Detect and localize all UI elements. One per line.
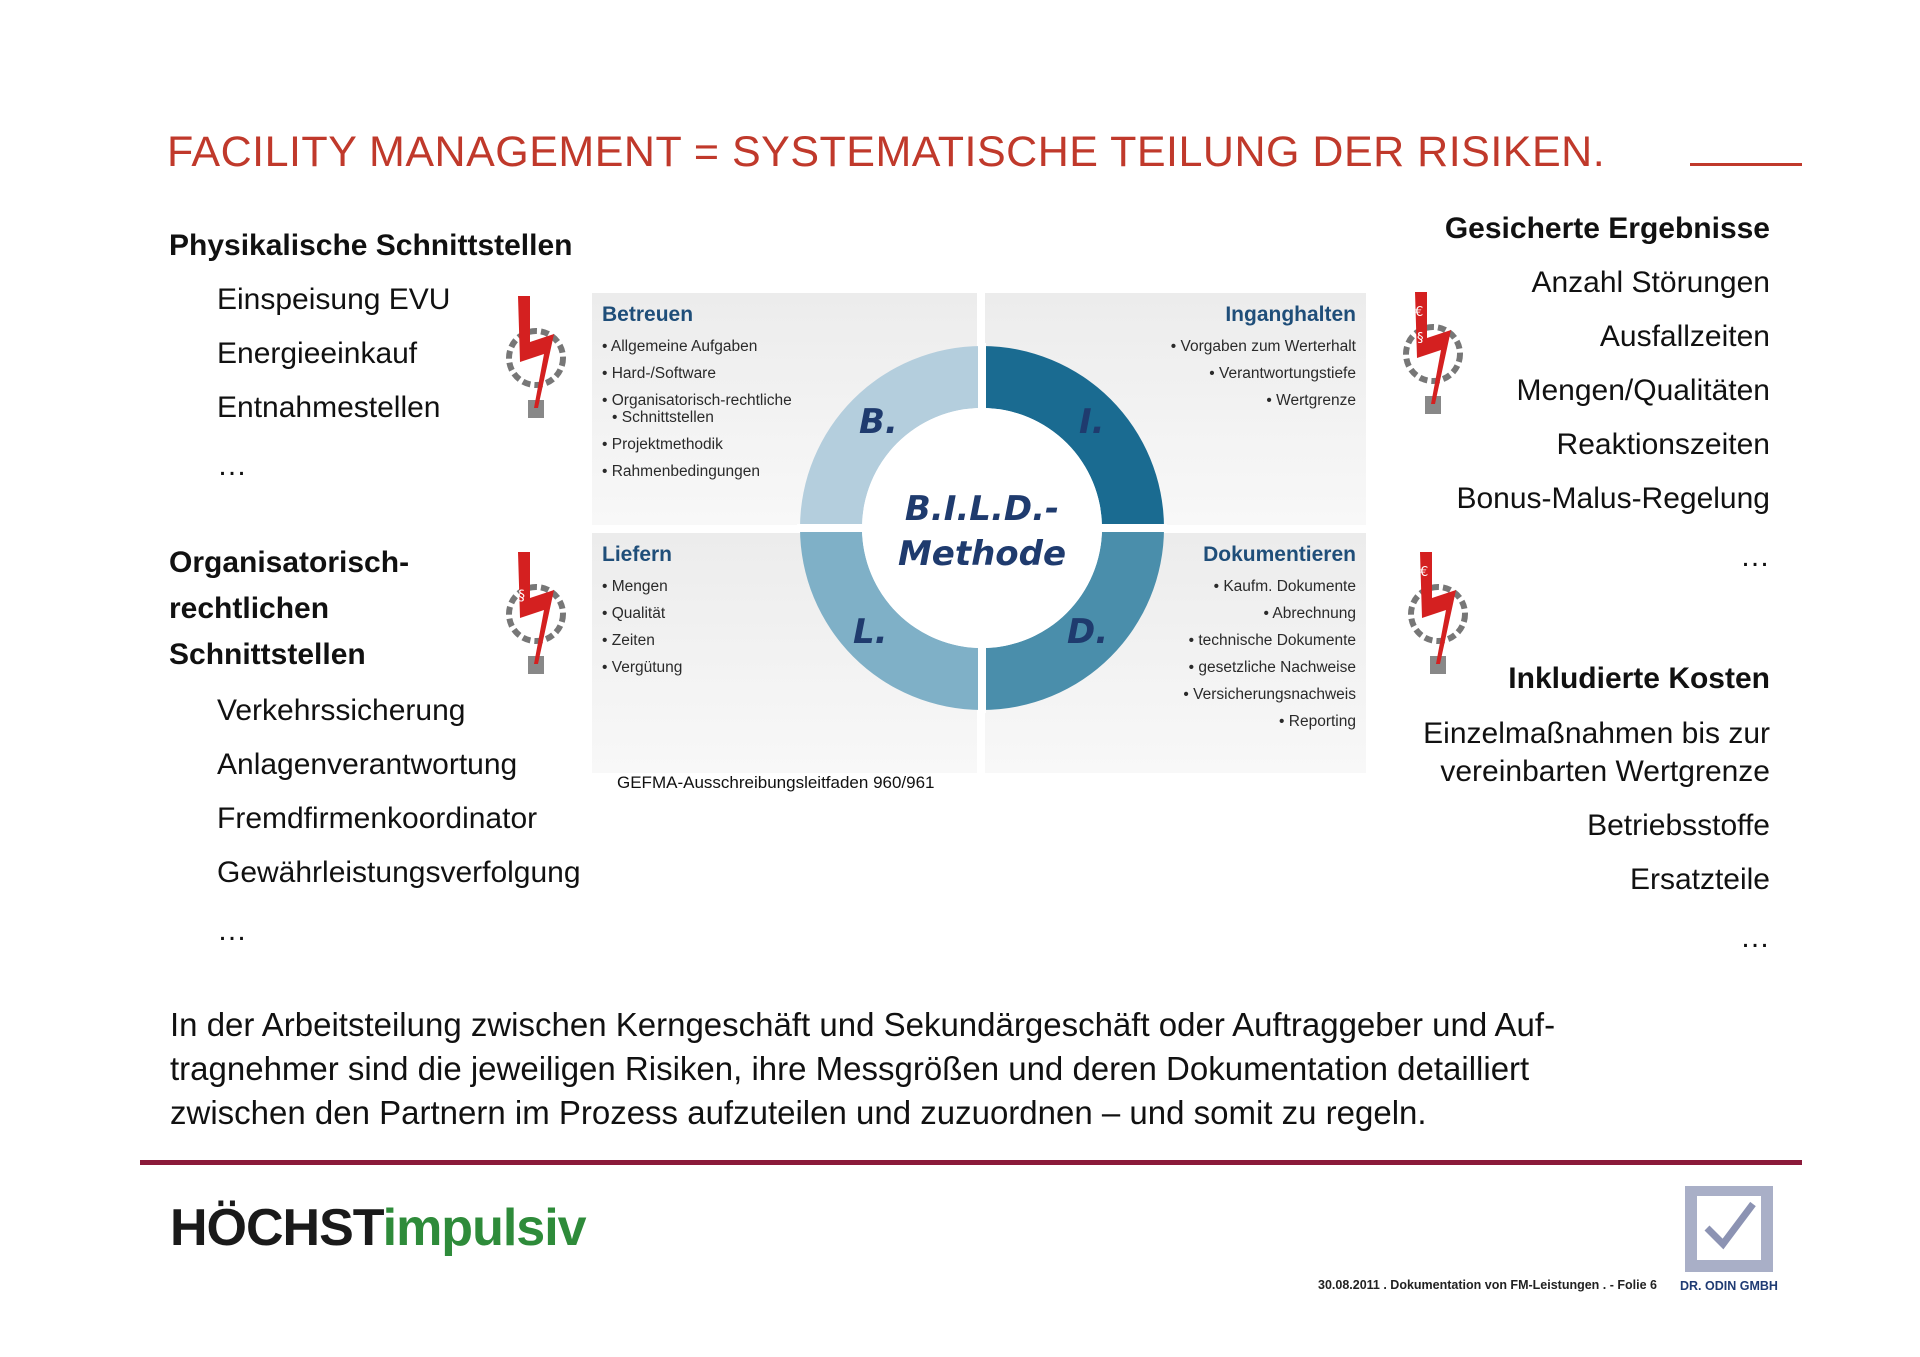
bild-method-diagram — [592, 293, 1366, 773]
heading-gesicherte-ergebnisse: Gesicherte Ergebnisse — [1444, 212, 1770, 245]
list-item: Bonus-Malus-Regelung — [1456, 482, 1770, 515]
euro-symbol: € — [1415, 305, 1424, 320]
list-item: • Verantwortungstiefe — [1171, 360, 1356, 387]
heading-org-rechtl-line3: Schnittstellen — [169, 638, 366, 671]
list-item: Anzahl Störungen — [1531, 266, 1770, 299]
high-voltage-chain-icon — [500, 296, 572, 426]
list-item: Einspeisung EVU — [217, 283, 451, 316]
footer-divider — [140, 1160, 1802, 1165]
list-item: • Projektmethodik — [602, 431, 792, 458]
list-item: … — [217, 449, 247, 482]
list-item: • Schnittstellen — [602, 404, 792, 431]
list-item: • Hard-/Software — [602, 360, 792, 387]
list-item: • Versicherungsnachweis — [1183, 681, 1356, 708]
list-item: • Wertgrenze — [1171, 387, 1356, 414]
high-voltage-chain-icon — [500, 552, 572, 682]
list-item: Einzelmaßnahmen bis zur — [1423, 717, 1770, 750]
source-note: GEFMA-Ausschreibungsleitfaden 960/961 — [617, 773, 935, 792]
summary-paragraph — [170, 1003, 1790, 1135]
quadrant-list — [602, 333, 792, 485]
list-item: • Vergütung — [602, 654, 682, 681]
list-item: Reaktionszeiten — [1556, 428, 1770, 461]
high-voltage-chain-icon — [1397, 292, 1469, 422]
list-item: Fremdfirmenkoordinator — [217, 802, 538, 835]
list-item: Anlagenverantwortung — [217, 748, 518, 781]
list-item: • gesetzliche Nachweise — [1183, 654, 1356, 681]
euro-symbol: € — [1420, 565, 1429, 580]
quadrant-list — [1171, 333, 1356, 414]
heading-physikalische-schnittstellen: Physikalische Schnittstellen — [169, 229, 573, 262]
list-item: Ausfallzeiten — [1599, 320, 1770, 353]
list-item: • Allgemeine Aufgaben — [602, 333, 792, 360]
letter-l: L. — [853, 612, 888, 652]
list-item: … — [1740, 921, 1770, 954]
list-item: Betriebsstoffe — [1587, 809, 1770, 842]
list-item: • Qualität — [602, 600, 682, 627]
paragraph-symbol: § — [1417, 331, 1424, 346]
quadrant-title: Liefern — [602, 543, 673, 566]
paragraph-symbol: § — [518, 588, 525, 604]
list-item: • Mengen — [602, 573, 682, 600]
center-label-line2: Methode — [897, 534, 1067, 574]
heading-org-rechtl-line2: rechtlichen — [169, 592, 330, 625]
paragraph-line: tragnehmer sind die jeweiligen Risiken, ihre Messgrößen und deren Dokumentation detailliert — [170, 1050, 1530, 1087]
list-item: … — [1740, 540, 1770, 573]
list-item: • Kaufm. Dokumente — [1183, 573, 1356, 600]
hoechstimpulsiv-logo — [170, 1198, 586, 1258]
letter-i: I. — [1079, 402, 1105, 442]
paragraph-line: zwischen den Partnern im Prozess aufzuteilen und zuzuordnen – und somit zu regeln. — [170, 1094, 1427, 1131]
quadrant-title: Dokumentieren — [1203, 543, 1356, 566]
letter-d: D. — [1067, 612, 1109, 652]
title-underline — [1690, 163, 1802, 166]
company-name: DR. ODIN GMBH — [1680, 1279, 1778, 1293]
logo-part-2: impulsiv — [382, 1199, 586, 1257]
footer-info: 30.08.2011 . Dokumentation von FM-Leistungen . - Folie 6 — [1318, 1278, 1657, 1292]
list-item: Ersatzteile — [1629, 863, 1770, 896]
list-item: Entnahmestellen — [217, 391, 441, 424]
checkmark-logo-icon — [1677, 1182, 1781, 1274]
list-item: • Organisatorisch-rechtliche — [602, 387, 792, 414]
paragraph-line: In der Arbeitsteilung zwischen Kerngeschäft und Sekundärgeschäft oder Auftraggeber und Auf- — [170, 1006, 1556, 1043]
list-item: • technische Dokumente — [1183, 627, 1356, 654]
quadrant-list — [1183, 573, 1356, 735]
list-item: Energieeinkauf — [217, 337, 418, 370]
list-item: vereinbarten Wertgrenze — [1440, 755, 1770, 788]
heading-inkludierte-kosten: Inkludierte Kosten — [1508, 662, 1770, 695]
list-item: Gewährleistungsverfolgung — [217, 856, 581, 889]
list-item: Verkehrssicherung — [217, 694, 466, 727]
list-item: • Reporting — [1183, 708, 1356, 735]
list-item: • Rahmenbedingungen — [602, 458, 792, 485]
slide-title: FACILITY MANAGEMENT = SYSTEMATISCHE TEILUNG DER RISIKEN. — [167, 128, 1606, 176]
list-item: • Zeiten — [602, 627, 682, 654]
center-label-line1: B.I.L.D.- — [904, 489, 1060, 529]
list-item: • Abrechnung — [1183, 600, 1356, 627]
quadrant-title: Inganghalten — [1225, 303, 1356, 326]
bild-ring — [797, 343, 1167, 713]
list-item: • Vorgaben zum Werterhalt — [1171, 333, 1356, 360]
quadrant-title: Betreuen — [602, 303, 694, 326]
list-item: Mengen/Qualitäten — [1516, 374, 1770, 407]
heading-org-rechtl-line1: Organisatorisch- — [169, 546, 410, 579]
high-voltage-chain-icon — [1402, 552, 1474, 682]
list-item: … — [217, 914, 247, 947]
quadrant-list — [602, 573, 682, 681]
letter-b: B. — [859, 402, 898, 442]
logo-part-1: HÖCHST — [170, 1199, 383, 1257]
